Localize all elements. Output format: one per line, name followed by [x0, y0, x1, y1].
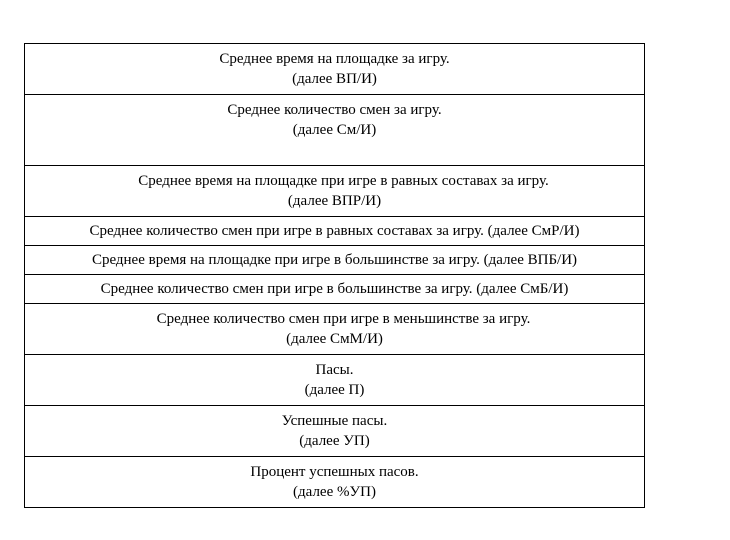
- table-row: [25, 355, 645, 406]
- table-row: [25, 304, 645, 355]
- table-cell: [25, 44, 645, 95]
- table-row: [25, 457, 645, 508]
- table-cell: [25, 457, 645, 508]
- metric-abbreviation: (далее СмМ/И): [286, 331, 383, 347]
- table-cell: [25, 217, 645, 246]
- table-row: [25, 275, 645, 304]
- metric-abbreviation: (далее ВП/И): [292, 71, 377, 87]
- metric-abbreviation: (далее См/И): [292, 122, 377, 138]
- table-cell: [25, 355, 645, 406]
- metric-name: Среднее количество смен при игре в равных составах за игру. (далее СмР/И): [89, 223, 580, 239]
- table-row: [25, 44, 645, 95]
- metrics-table: [24, 43, 645, 508]
- metric-name: Процент успешных пасов.: [250, 464, 419, 480]
- metric-abbreviation: (далее ВПР/И): [287, 193, 382, 209]
- metric-name: Среднее время на площадке при игре в равных составах за игру.: [138, 173, 549, 189]
- table-cell: [25, 275, 645, 304]
- table-cell: [25, 406, 645, 457]
- metric-abbreviation: (далее УП): [299, 433, 370, 449]
- table-row: [25, 166, 645, 217]
- table-row: [25, 95, 645, 166]
- table-row: [25, 406, 645, 457]
- table-row: [25, 246, 645, 275]
- metric-abbreviation: (далее %УП): [293, 484, 376, 500]
- metric-name: Среднее количество смен за игру.: [227, 102, 442, 118]
- metric-name: Среднее время на площадке при игре в большинстве за игру. (далее ВПБ/И): [91, 252, 578, 268]
- table-row: [25, 217, 645, 246]
- table-cell: [25, 95, 645, 166]
- table-cell: [25, 166, 645, 217]
- metric-name: Среднее количество смен при игре в большинстве за игру. (далее СмБ/И): [100, 281, 569, 297]
- metric-name: Пасы.: [315, 362, 354, 378]
- table-cell: [25, 304, 645, 355]
- metric-name: Среднее количество смен при игре в меньшинстве за игру.: [156, 311, 531, 327]
- metric-name: Успешные пасы.: [281, 413, 388, 429]
- metric-name: Среднее время на площадке за игру.: [219, 51, 450, 67]
- table-cell: [25, 246, 645, 275]
- metric-abbreviation: (далее П): [304, 382, 365, 398]
